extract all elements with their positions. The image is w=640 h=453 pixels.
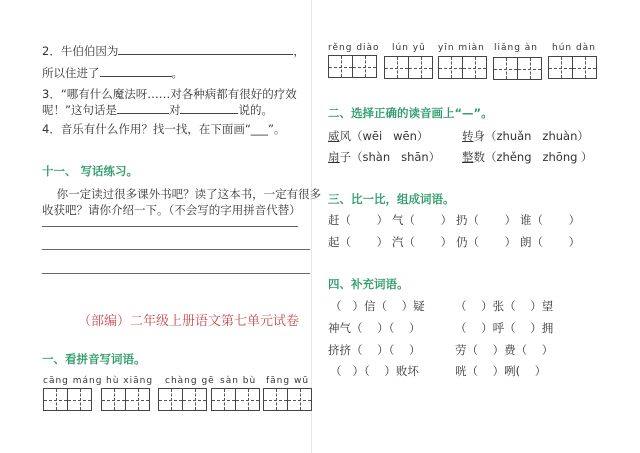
q2-text: 2．牛伯伯因为 <box>42 44 119 58</box>
pinyin-label: yīn miàn <box>438 43 485 53</box>
writing-line[interactable] <box>42 273 310 274</box>
pinyin-label: rěng diào <box>328 43 380 53</box>
pinyin-label: liǎng àn <box>494 43 539 53</box>
question-2-line2 <box>42 65 183 81</box>
word-char: 身 <box>473 129 485 143</box>
writing-grid[interactable] <box>211 388 260 411</box>
pronunciation-choice[interactable] <box>462 128 589 144</box>
pinyin-label: lún yǔ <box>392 43 426 53</box>
pronunciation-choice[interactable] <box>328 128 428 144</box>
pinyin-options[interactable]: （zhuǎn zhuàn） <box>485 129 589 143</box>
word-char: 风 <box>339 129 351 143</box>
pinyin-options[interactable]: （wēi wēn） <box>351 129 429 143</box>
q2-text-b: 所以住进了 <box>42 66 100 80</box>
page-divider <box>311 0 312 453</box>
section-1-heading: 一、看拼音写词语。 <box>42 352 146 366</box>
word-char: 子 <box>339 150 351 164</box>
writing-grid[interactable] <box>43 388 92 411</box>
underlined-char: 威 <box>328 129 340 143</box>
writing-grid[interactable] <box>101 388 150 411</box>
writing-grid[interactable] <box>263 388 312 411</box>
word-blank[interactable]: 起（ ） <box>328 235 389 249</box>
word-blank[interactable]: 仍（ ） <box>456 235 517 249</box>
writing-line[interactable] <box>42 249 310 250</box>
pinyin-label: fāng wū <box>266 376 310 386</box>
question-2-line1 <box>42 43 305 59</box>
idiom-blank[interactable]: （ ）张（ ）望 <box>455 299 554 313</box>
answer-blank[interactable] <box>180 103 238 114</box>
word-blank[interactable]: 朗（ ） <box>520 235 581 249</box>
idiom-blank[interactable]: 挤挤（ ）（ ） <box>328 343 421 357</box>
idiom-blank[interactable]: （ ）信（ ）疑 <box>330 299 425 313</box>
writing-grid[interactable] <box>328 55 377 78</box>
idiom-blank[interactable]: 咣（ ）咧( ） <box>455 364 547 378</box>
word-blank[interactable]: 赶（ ） <box>328 213 389 227</box>
pinyin-options[interactable]: （zhěng zhōng ） <box>485 150 593 164</box>
underlined-char: 整 <box>462 150 474 164</box>
question-4: 4．音乐有什么作用？找一找，在下面画“___”。 <box>42 122 286 136</box>
answer-blank[interactable] <box>117 103 169 114</box>
section-2-heading: 二、选择正确的读音画上“—”。 <box>328 106 493 120</box>
pinyin-options[interactable]: （shàn shān） <box>351 150 441 164</box>
writing-line[interactable] <box>42 226 298 227</box>
q2-punct-b: 。 <box>171 66 183 80</box>
idiom-blank[interactable]: （ ）（ ）败坏 <box>330 364 419 378</box>
word-blank[interactable]: 谁（ ） <box>520 213 581 227</box>
question-3-line2 <box>42 102 273 118</box>
pinyin-label: chàng gē <box>165 376 215 386</box>
answer-blank[interactable] <box>100 66 172 77</box>
underlined-char: 扇 <box>328 150 340 164</box>
pronunciation-choice[interactable] <box>462 149 593 165</box>
writing-grid[interactable] <box>158 388 207 411</box>
question-3-line1: 3．“哪有什么魔法呀……对各种病都有很好的疗效 <box>42 87 297 101</box>
exam-title: （部编）二年级上册语文第七单元试卷 <box>78 314 300 329</box>
section-11-heading: 十一、 写话练习。 <box>42 164 139 178</box>
pinyin-label: hún dàn <box>552 43 596 53</box>
q3-text: 呢！”这句话是 <box>42 103 117 117</box>
writing-grid[interactable] <box>384 56 433 79</box>
pronunciation-choice[interactable] <box>328 149 440 165</box>
section-3-heading: 三、比一比，组成词语。 <box>328 192 455 206</box>
word-blank[interactable]: 汽（ ） <box>392 235 453 249</box>
pinyin-label: sàn bù <box>220 376 257 386</box>
idiom-blank[interactable]: 神气（ ）（ ） <box>328 321 421 335</box>
q2-punct: ， <box>293 44 305 58</box>
pinyin-label: cāng máng <box>43 376 103 386</box>
q3-text: 说的。 <box>238 103 273 117</box>
idiom-blank[interactable]: 劳（ ）费（ ） <box>455 343 554 357</box>
word-blank[interactable]: 扔（ ） <box>456 213 517 227</box>
writing-grid[interactable] <box>493 57 542 80</box>
answer-blank[interactable] <box>118 44 293 55</box>
writing-prompt-line1: 你一定读过很多课外书吧？读了这本书，一定有很多 <box>42 187 322 201</box>
word-blank[interactable]: 气（ ） <box>392 213 453 227</box>
section-4-heading: 四、补充词语。 <box>328 277 409 291</box>
idiom-blank[interactable]: （ ）呼（ ）拥 <box>455 321 554 335</box>
writing-prompt-line2: 收获吧？请你介绍一下。（不会写的字用拼音代替） <box>42 203 301 217</box>
writing-grid[interactable] <box>438 56 487 79</box>
pinyin-label: hù xiāng <box>106 376 154 386</box>
word-char: 数 <box>473 150 485 164</box>
writing-grid[interactable] <box>548 56 597 79</box>
underlined-char: 转 <box>462 129 474 143</box>
q3-text: 对 <box>168 103 181 117</box>
